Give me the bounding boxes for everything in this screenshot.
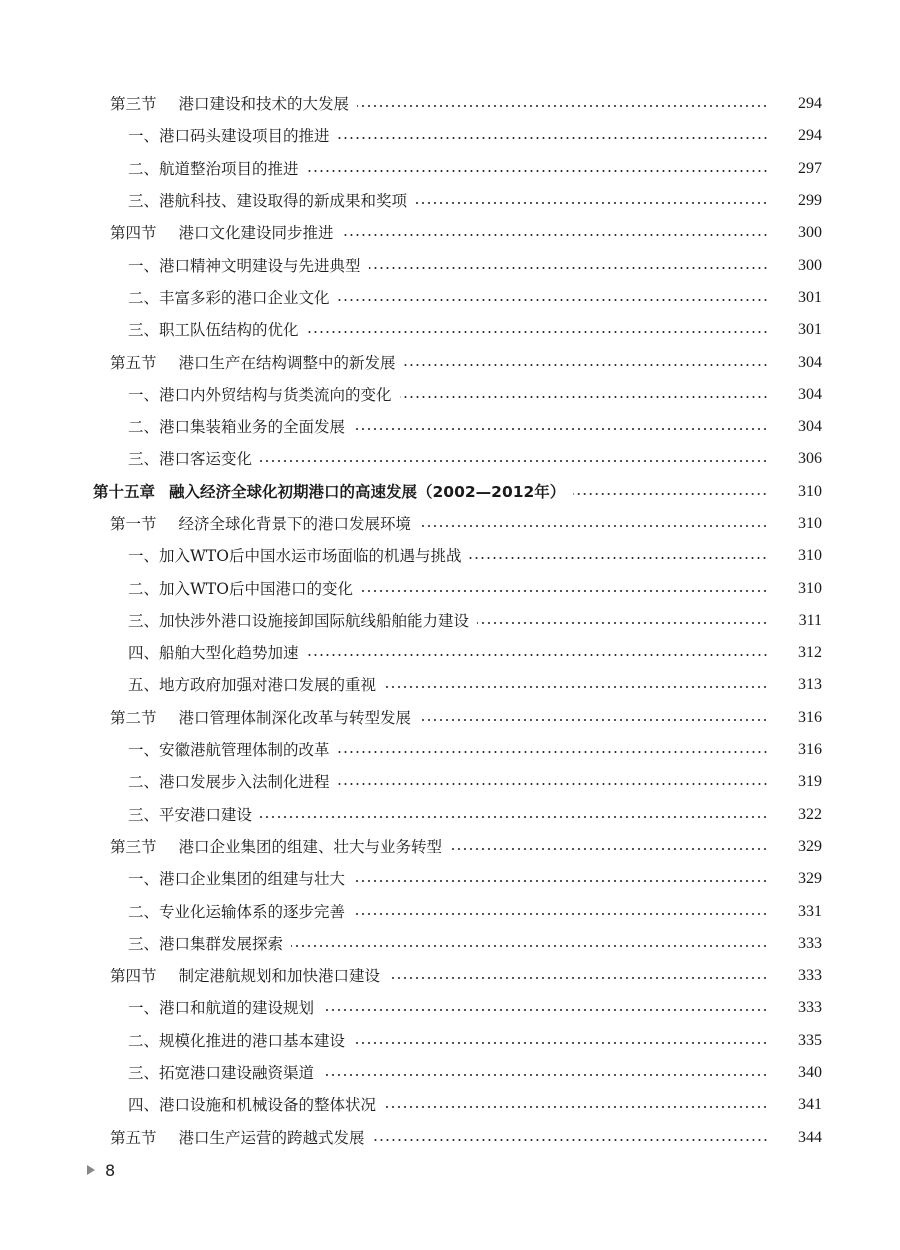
toc-entry-page: 340 — [798, 1064, 822, 1082]
toc-subsection-entry[interactable] — [0, 379, 900, 411]
toc-entry-title: 三、港航科技、建设取得的新成果和奖项 — [128, 192, 408, 211]
toc-entry-number: 第一节 — [110, 515, 157, 533]
toc-entry-page: 294 — [798, 95, 822, 113]
toc-entry-page: 344 — [798, 1128, 822, 1146]
toc-section-entry[interactable] — [0, 346, 900, 378]
dot-leader — [419, 719, 768, 721]
toc-subsection-entry[interactable] — [0, 282, 900, 314]
toc-entry-title: 制定港航规划和加快港口建设 — [178, 967, 381, 986]
toc-subsection-entry[interactable] — [0, 766, 900, 798]
toc-entry-page: 301 — [798, 288, 822, 306]
toc-entry-page: 310 — [798, 579, 822, 597]
dot-leader — [338, 137, 768, 139]
toc-entry-page: 300 — [798, 224, 822, 242]
dot-leader — [404, 364, 768, 366]
toc-entry-page: 335 — [798, 1031, 822, 1049]
dot-leader — [361, 590, 768, 592]
toc-entry-page: 322 — [798, 805, 822, 823]
toc-entry-title: 五、地方政府加强对港口发展的重视 — [128, 676, 377, 695]
dot-leader — [338, 783, 768, 785]
dot-leader — [338, 299, 768, 301]
toc-entry-page: 341 — [798, 1096, 822, 1114]
table-of-contents — [0, 88, 900, 1154]
page-number: 8 — [105, 1160, 116, 1180]
toc-section-entry[interactable] — [0, 1122, 900, 1154]
toc-subsection-entry[interactable] — [0, 928, 900, 960]
toc-entry-title: 三、拓宽港口建设融资渠道 — [128, 1064, 315, 1083]
toc-entry-page: 300 — [798, 256, 822, 274]
toc-entry-number: 第三节 — [110, 837, 157, 856]
toc-entry-page: 310 — [798, 547, 822, 565]
toc-entry-page: 312 — [798, 644, 822, 662]
dot-leader — [322, 1074, 768, 1076]
toc-subsection-entry[interactable] — [0, 1089, 900, 1121]
dot-leader — [322, 1009, 768, 1011]
toc-entry-page: 316 — [798, 741, 822, 759]
toc-chapter-entry[interactable] — [0, 476, 900, 508]
dot-leader — [342, 234, 768, 236]
dot-leader — [307, 170, 768, 172]
toc-subsection-entry[interactable] — [0, 895, 900, 927]
toc-section-entry[interactable] — [0, 88, 900, 120]
toc-entry-page: 333 — [798, 967, 822, 985]
toc-entry-title: 四、船舶大型化趋势加速 — [128, 644, 299, 663]
toc-entry-page: 310 — [798, 515, 822, 532]
dot-leader — [373, 1139, 768, 1141]
dot-leader — [260, 460, 768, 462]
toc-entry-title: 二、规模化推进的港口基本建设 — [128, 1031, 346, 1050]
toc-subsection-entry[interactable] — [0, 734, 900, 766]
toc-entry-title: 三、港口集群发展探索 — [128, 934, 284, 953]
toc-entry-title: 二、丰富多彩的港口企业文化 — [128, 288, 330, 307]
dot-leader — [369, 267, 768, 269]
toc-entry-title: 二、港口集装箱业务的全面发展 — [128, 418, 346, 437]
toc-subsection-entry[interactable] — [0, 1057, 900, 1089]
toc-section-entry[interactable] — [0, 960, 900, 992]
toc-entry-page: 310 — [798, 482, 822, 500]
toc-entry-page: 299 — [798, 192, 822, 210]
dot-leader — [353, 1042, 768, 1044]
toc-entry-title: 一、港口和航道的建设规划 — [128, 999, 315, 1018]
dot-leader — [260, 816, 768, 818]
toc-subsection-entry[interactable] — [0, 992, 900, 1024]
toc-entry-number: 第四节 — [110, 224, 157, 243]
dot-leader — [384, 1106, 768, 1108]
toc-entry-page: 297 — [798, 159, 822, 177]
toc-subsection-entry[interactable] — [0, 314, 900, 346]
toc-subsection-entry[interactable] — [0, 443, 900, 475]
toc-entry-title: 二、港口发展步入法制化进程 — [128, 773, 330, 792]
dot-leader — [469, 557, 768, 559]
toc-entry-title: 一、港口精神文明建设与先进典型 — [128, 256, 361, 275]
toc-entry-title: 二、加入WTO后中国港口的变化 — [128, 579, 353, 598]
toc-subsection-entry[interactable] — [0, 863, 900, 895]
toc-entry-title: 一、港口码头建设项目的推进 — [128, 127, 330, 146]
toc-subsection-entry[interactable] — [0, 185, 900, 217]
toc-entry-title: 三、港口客运变化 — [128, 450, 253, 469]
toc-subsection-entry[interactable] — [0, 669, 900, 701]
toc-entry-title: 经济全球化背景下的港口发展环境 — [178, 515, 412, 533]
toc-entry-title: 四、港口设施和机械设备的整体状况 — [128, 1096, 377, 1115]
toc-entry-title: 港口生产在结构调整中的新发展 — [178, 353, 396, 372]
dot-leader — [419, 525, 768, 527]
dot-leader — [353, 880, 768, 882]
dot-leader — [353, 913, 768, 915]
toc-entry-page: 304 — [798, 385, 822, 403]
toc-entry-number: 第四节 — [110, 967, 157, 986]
dot-leader — [384, 686, 768, 688]
dot-leader — [400, 396, 768, 398]
toc-entry-number: 第十五章 — [93, 482, 156, 501]
triangle-right-icon — [87, 1165, 95, 1175]
toc-subsection-entry[interactable] — [0, 799, 900, 831]
dot-leader — [338, 751, 768, 753]
toc-section-entry[interactable] — [0, 508, 900, 540]
toc-entry-page: 329 — [798, 837, 822, 855]
toc-entry-title: 港口文化建设同步推进 — [178, 224, 334, 243]
toc-entry-title: 一、加入WTO后中国水运市场面临的机遇与挑战 — [128, 547, 462, 566]
dot-leader — [353, 428, 768, 430]
toc-entry-page: 304 — [798, 353, 822, 371]
toc-entry-title: 港口企业集团的组建、壮大与业务转型 — [178, 837, 443, 856]
toc-entry-title: 港口建设和技术的大发展 — [178, 95, 350, 114]
page-footer — [87, 1158, 115, 1182]
toc-subsection-entry[interactable] — [0, 605, 900, 637]
toc-entry-page: 311 — [798, 611, 822, 629]
toc-subsection-entry[interactable] — [0, 249, 900, 281]
dot-leader — [450, 848, 768, 850]
dot-leader — [388, 977, 768, 979]
toc-entry-title: 一、港口企业集团的组建与壮大 — [128, 870, 346, 889]
toc-subsection-entry[interactable] — [0, 1025, 900, 1057]
toc-subsection-entry[interactable] — [0, 637, 900, 669]
toc-section-entry[interactable] — [0, 217, 900, 249]
toc-entry-page: 301 — [798, 321, 822, 339]
toc-section-entry[interactable] — [0, 702, 900, 734]
toc-entry-page: 294 — [798, 127, 822, 145]
toc-entry-number: 第三节 — [110, 95, 157, 114]
toc-entry-title: 三、平安港口建设 — [128, 805, 253, 824]
toc-entry-title: 二、专业化运输体系的逐步完善 — [128, 902, 346, 921]
toc-entry-title: 一、安徽港航管理体制的改革 — [128, 741, 330, 760]
toc-entry-page: 333 — [798, 999, 822, 1017]
toc-entry-title: 三、职工队伍结构的优化 — [128, 321, 299, 340]
dot-leader — [573, 493, 768, 495]
toc-entry-number: 第五节 — [110, 353, 157, 372]
toc-subsection-entry[interactable] — [0, 572, 900, 604]
dot-leader — [415, 202, 768, 204]
toc-subsection-entry[interactable] — [0, 411, 900, 443]
toc-entry-page: 304 — [798, 418, 822, 436]
dot-leader — [357, 105, 768, 107]
dot-leader — [307, 654, 768, 656]
toc-entry-page: 316 — [798, 708, 822, 726]
toc-entry-title: 二、航道整治项目的推进 — [128, 159, 299, 178]
toc-entry-page: 306 — [798, 450, 822, 468]
toc-entry-title: 融入经济全球化初期港口的高速发展（2002—2012年） — [169, 482, 566, 501]
toc-entry-number: 第二节 — [110, 708, 157, 727]
toc-entry-page: 313 — [798, 676, 822, 694]
dot-leader — [307, 331, 768, 333]
toc-entry-title: 港口管理体制深化改革与转型发展 — [178, 708, 412, 727]
toc-subsection-entry[interactable] — [0, 540, 900, 572]
toc-entry-page: 333 — [798, 934, 822, 952]
dot-leader — [291, 945, 768, 947]
toc-entry-page: 331 — [798, 902, 822, 920]
toc-section-entry[interactable] — [0, 831, 900, 863]
toc-entry-number: 第五节 — [110, 1128, 157, 1147]
toc-entry-title: 三、加快涉外港口设施接卸国际航线船舶能力建设 — [128, 611, 470, 630]
dot-leader — [477, 622, 768, 624]
toc-entry-title: 港口生产运营的跨越式发展 — [178, 1128, 365, 1147]
toc-entry-page: 329 — [798, 870, 822, 888]
toc-entry-page: 319 — [798, 773, 822, 791]
toc-subsection-entry[interactable] — [0, 120, 900, 152]
toc-subsection-entry[interactable] — [0, 153, 900, 185]
toc-entry-title: 一、港口内外贸结构与货类流向的变化 — [128, 385, 392, 404]
